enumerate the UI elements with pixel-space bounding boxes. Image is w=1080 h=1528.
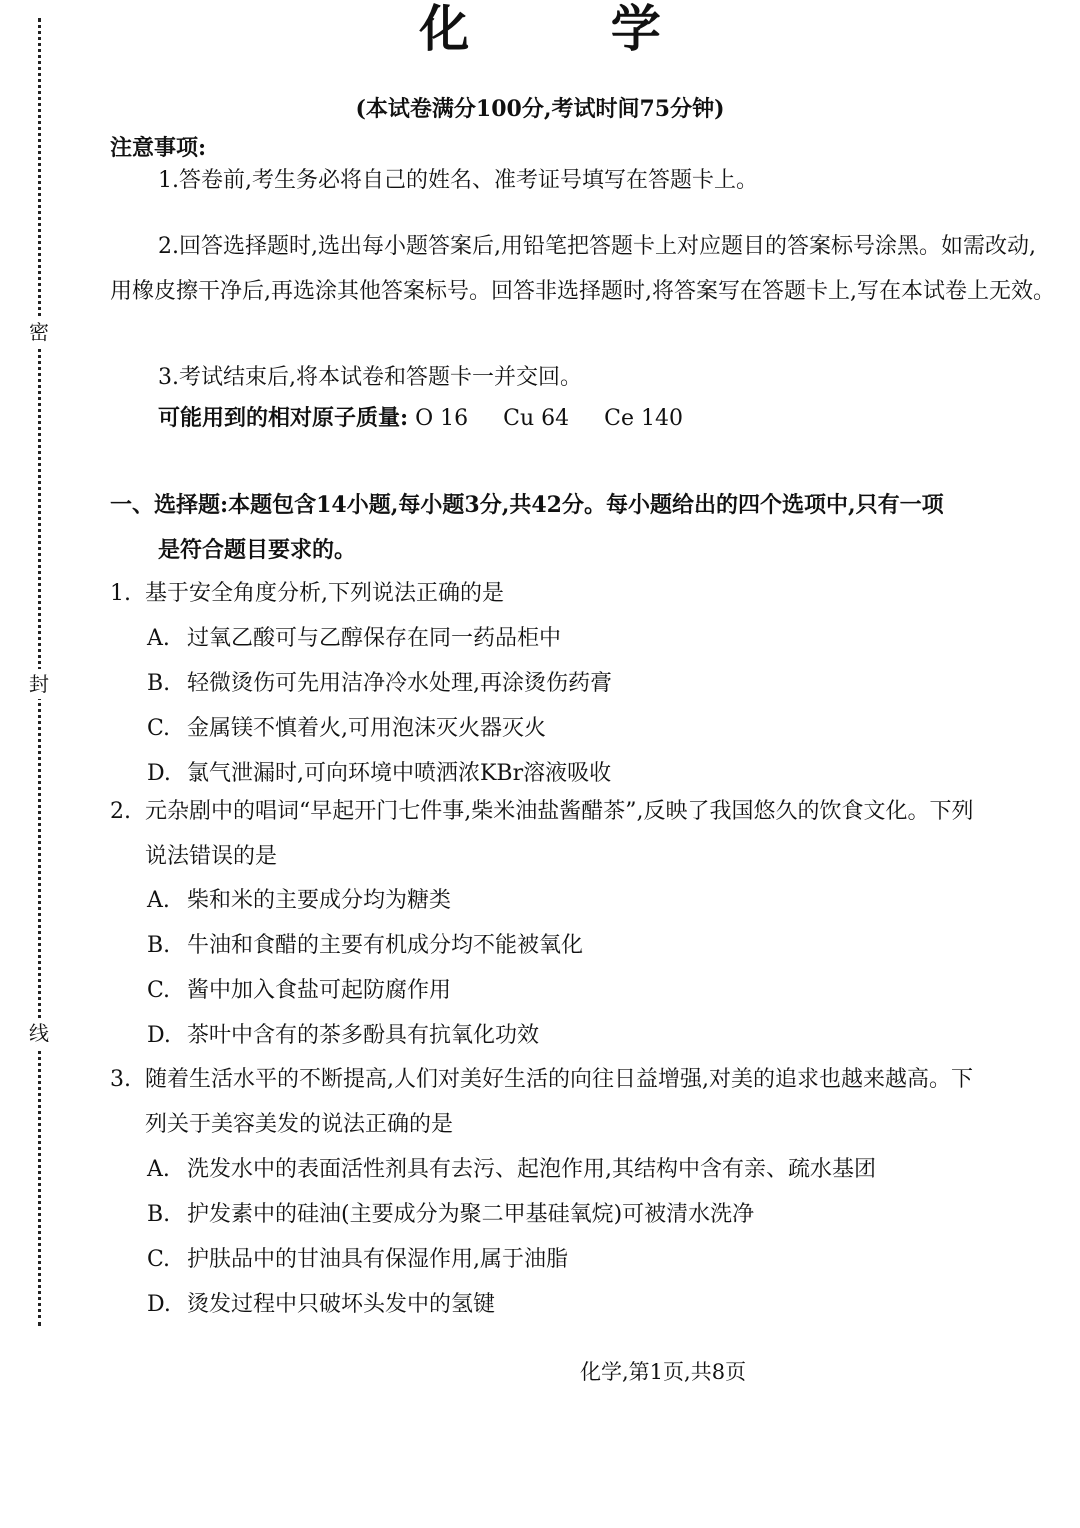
note-item-3 bbox=[110, 355, 1055, 400]
question-2-option-a bbox=[147, 878, 1047, 923]
option-text: 茶叶中含有的茶多酚具有抗氧化功效 bbox=[187, 1023, 540, 1048]
seal-mark-mi: 密 bbox=[26, 317, 52, 347]
option-letter: C. bbox=[147, 1247, 171, 1272]
question-1-option-c bbox=[147, 706, 1047, 751]
question-stem-cont: 列关于美容美发的说法正确的是 bbox=[145, 1112, 454, 1137]
question-1-option-a bbox=[147, 616, 1047, 661]
option-text: 氯气泄漏时,可向环境中喷洒浓KBr溶液吸收 bbox=[187, 761, 612, 786]
question-1-option-b bbox=[147, 661, 1047, 706]
question-3-option-a bbox=[147, 1147, 1047, 1192]
option-letter: B. bbox=[147, 933, 171, 958]
option-letter: D. bbox=[147, 761, 171, 786]
mass-value: Ce 140 bbox=[604, 406, 683, 431]
question-3-option-b bbox=[147, 1192, 1047, 1237]
question-stem: 基于安全角度分析,下列说法正确的是 bbox=[145, 581, 504, 606]
page-footer: 化学,第1页,共8页 bbox=[580, 1360, 747, 1384]
atomic-masses bbox=[158, 398, 711, 439]
note-item-2 bbox=[110, 224, 1055, 314]
question-number: 1. bbox=[110, 581, 131, 606]
option-text: 护发素中的硅油(主要成分为聚二甲基硅氧烷)可被清水洗净 bbox=[187, 1202, 755, 1227]
question-2-option-d bbox=[147, 1013, 1047, 1058]
question-2-option-c bbox=[147, 968, 1047, 1013]
section-heading bbox=[110, 483, 1055, 573]
option-text: 柴和米的主要成分均为糖类 bbox=[187, 888, 452, 913]
note-item-1 bbox=[110, 158, 1055, 203]
exam-title: 化 学 bbox=[419, 0, 723, 58]
option-text: 洗发水中的表面活性剂具有去污、起泡作用,其结构中含有亲、疏水基团 bbox=[187, 1157, 876, 1182]
atomic-masses-label: 可能用到的相对原子质量: bbox=[158, 405, 409, 431]
mass-value: O 16 bbox=[415, 406, 469, 431]
note-text: 3.考试结束后,将本试卷和答题卡一并交回。 bbox=[158, 365, 582, 390]
option-text: 金属镁不慎着火,可用泡沫灭火器灭火 bbox=[187, 716, 546, 741]
seal-mark-xian: 线 bbox=[26, 1018, 52, 1048]
option-text: 酱中加入食盐可起防腐作用 bbox=[187, 978, 452, 1003]
question-1 bbox=[110, 571, 1055, 616]
option-letter: A. bbox=[147, 888, 170, 913]
question-2-option-b bbox=[147, 923, 1047, 968]
option-text: 护肤品中的甘油具有保湿作用,属于油脂 bbox=[187, 1247, 568, 1272]
note-text: 1.答卷前,考生务必将自己的姓名、准考证号填写在答题卡上。 bbox=[158, 168, 758, 193]
option-letter: B. bbox=[147, 671, 171, 696]
option-text: 烫发过程中只破坏头发中的氢键 bbox=[187, 1292, 496, 1317]
question-2 bbox=[110, 789, 1055, 879]
option-letter: C. bbox=[147, 978, 171, 1003]
seal-mark-feng: 封 bbox=[26, 669, 52, 699]
option-letter: A. bbox=[147, 626, 170, 651]
question-3-option-d bbox=[147, 1282, 1047, 1327]
question-stem: 随着生活水平的不断提高,人们对美好生活的向往日益增强,对美的追求也越来越高。下 bbox=[145, 1067, 973, 1092]
option-letter: D. bbox=[147, 1292, 171, 1317]
option-letter: D. bbox=[147, 1023, 171, 1048]
question-3 bbox=[110, 1057, 1055, 1147]
exam-subtitle: (本试卷满分100分,考试时间75分钟) bbox=[355, 96, 725, 122]
option-letter: A. bbox=[147, 1157, 170, 1182]
option-letter: C. bbox=[147, 716, 171, 741]
option-text: 轻微烫伤可先用洁净冷水处理,再涂烫伤药膏 bbox=[187, 671, 612, 696]
mass-value: Cu 64 bbox=[503, 406, 570, 431]
option-text: 牛油和食醋的主要有机成分均不能被氧化 bbox=[187, 933, 584, 958]
note-text: 2.回答选择题时,选出每小题答案后,用铅笔把答题卡上对应题目的答案标号涂黑。如需改动,用橡皮擦干净后,再选涂其他答案标号。回答非选择题时,将答案写在答题卡上,写在本试卷上无效。 bbox=[110, 234, 1055, 304]
question-stem: 元杂剧中的唱词“早起开门七件事,柴米油盐酱醋茶”,反映了我国悠久的饮食文化。下列 bbox=[145, 799, 974, 824]
option-text: 过氧乙酸可与乙醇保存在同一药品柜中 bbox=[187, 626, 562, 651]
option-letter: B. bbox=[147, 1202, 171, 1227]
question-3-option-c bbox=[147, 1237, 1047, 1282]
section-heading-line: 一、选择题:本题包含14小题,每小题3分,共42分。每小题给出的四个选项中,只有一项 bbox=[110, 492, 944, 518]
question-number: 3. bbox=[110, 1067, 131, 1092]
notes-heading: 注意事项: bbox=[110, 135, 207, 161]
question-number: 2. bbox=[110, 799, 131, 824]
question-stem-cont: 说法错误的是 bbox=[145, 844, 278, 869]
section-heading-line: 是符合题目要求的。 bbox=[158, 537, 357, 563]
